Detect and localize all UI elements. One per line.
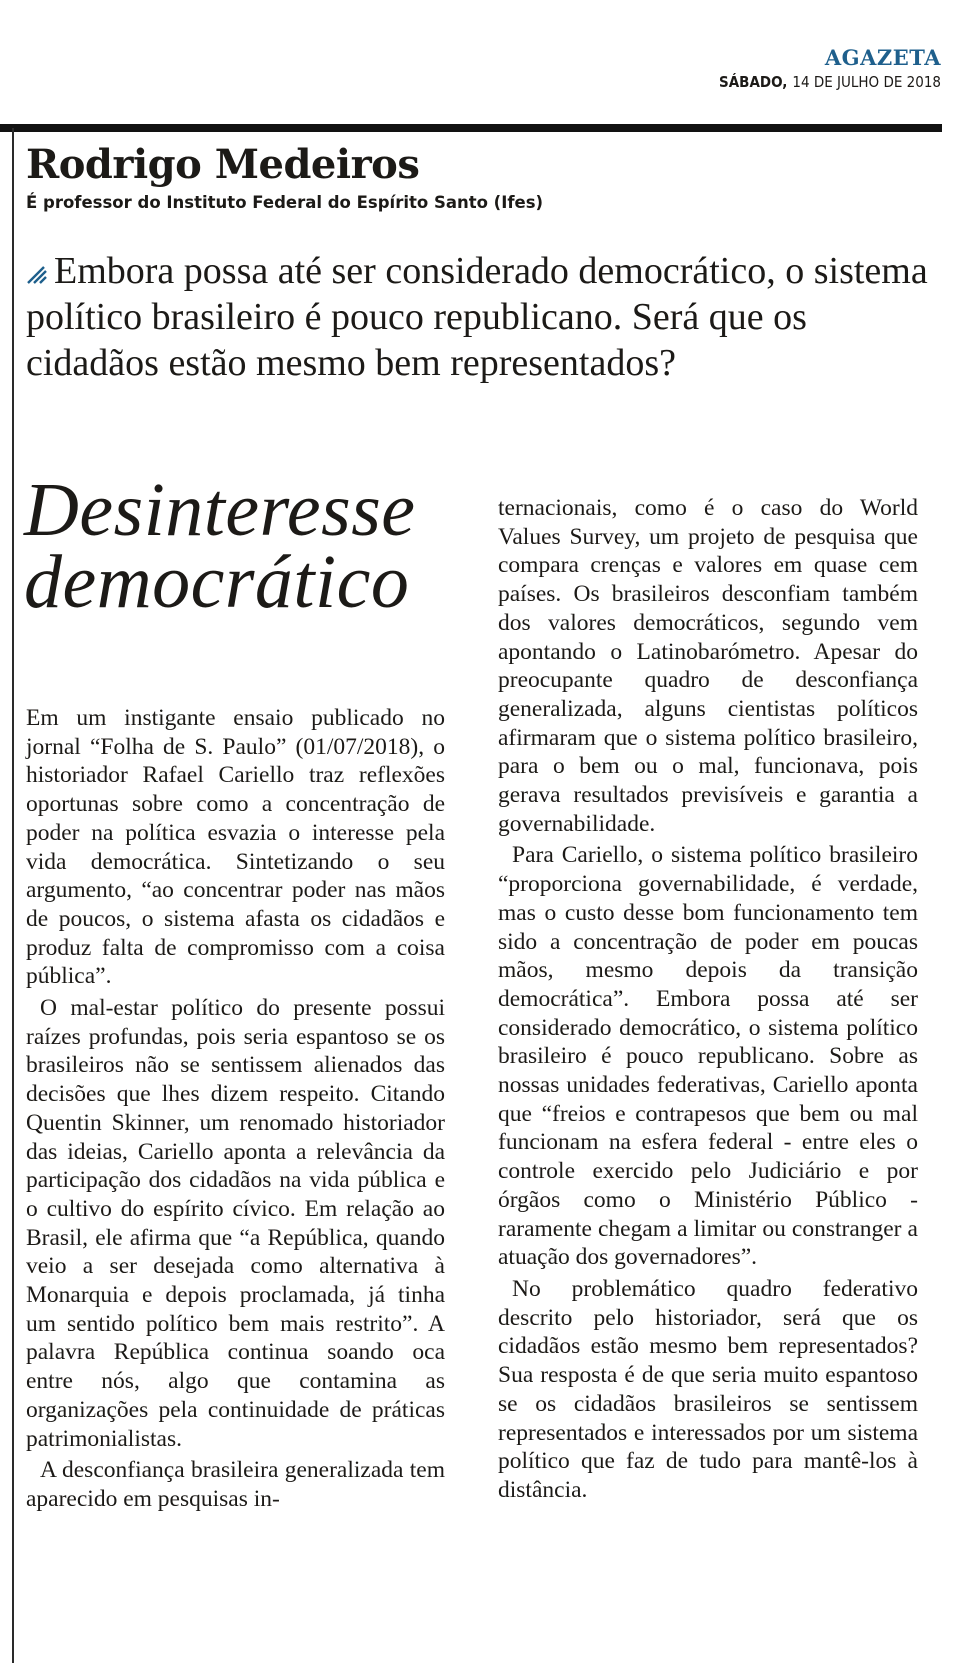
article-column-left: [26, 704, 445, 1514]
author-name: Rodrigo Medeiros: [26, 141, 420, 188]
headline-line-1: Desinteresse: [24, 468, 416, 552]
left-divider: [12, 128, 14, 1663]
pen-nib-icon: [26, 250, 48, 272]
article-paragraph: A desconfiança brasileira generalizada tem aparecido em pesquisas in-: [26, 1457, 445, 1512]
dateline-day: SÁBADO,: [719, 73, 788, 91]
article-headline: [24, 468, 464, 624]
headline-line-2: democrático: [24, 540, 410, 624]
dateline: [719, 72, 941, 92]
article-paragraph: Para Cariello, o sistema político brasileiro “proporciona governabilidade, é verdade, mas o custo desse bom funcionamento tem sido a concentração de poder em poucas mãos, mesmo depois da transição democrática”. Embora possa até ser considerado democrático, o sistema político brasileiro é pouco republicano. Sobre as nossas unidades federativas, Cariello aponta que “freios e contrapesos que bem ou mal funcionam na esfera federal - entre eles o controle exercido pelo Judiciário e por órgãos como o Ministério Público - raramente chegam a limitar ou constranger a atuação dos governadores”.: [498, 842, 918, 1271]
article-paragraph: No problemático quadro federativo descrito pelo historiador, será que os cidadãos estão mesmo bem representados? Sua resposta é de que seria muito espantoso se os cidadãos brasileiros se sentissem representados e interessados por um sistema político que faz de tudo para mantê-los à distância.: [498, 1275, 918, 1503]
pull-quote-text: Embora possa até ser considerado democrático, o sistema político brasileiro é pouco republicano. Será que os cidadãos estão mesmo bem representados?: [26, 250, 928, 384]
author-bio: É professor do Instituto Federal do Espírito Santo (Ifes): [26, 193, 544, 212]
article-column-right: [498, 494, 918, 1505]
article-paragraph: O mal-estar político do presente possui raízes profundas, pois seria espantoso se os brasileiros não se sentissem alienados das decisões que lhes dizem respeito. Citando Quentin Skinner, um renomado historiador das ideias, Cariello aponta a relevância da participação dos cidadãos na vida pública e o cultivo do espírito cívico. Em relação ao Brasil, ele afirma que “a República, quando veio a ser desejada como alternativa à Monarquia e depois proclamada, já tinha um sentido político bem mais restrito”. A palavra República continua soando oca entre nós, algo que contamina as organizações pela continuidade de práticas patrimonialistas.: [26, 995, 445, 1452]
pull-quote: [26, 248, 941, 386]
newspaper-logo: AGAZETA: [824, 45, 941, 70]
top-divider: [0, 124, 942, 132]
masthead: [719, 46, 941, 92]
article-paragraph: Em um instigante ensaio publicado no jornal “Folha de S. Paulo” (01/07/2018), o historiador Rafael Cariello traz reflexões oportunas sobre como a concentração de poder na política esvazia o interesse pela vida democrática. Sintetizando o seu argumento, “ao concentrar poder nas mãos de poucos, o sistema afasta os cidadãos e produz falta de compromisso com a coisa pública”.: [26, 705, 445, 990]
article-paragraph: ternacionais, como é o caso do World Values Survey, um projeto de pesquisa que compara crenças e valores em quase cem países. Os brasileiros desconfiam também dos valores democráticos, segundo vem apontando o Latinobarómetro. Apesar do preocupante quadro de desconfiança generalizada, alguns cientistas políticos afirmaram que o sistema político brasileiro, para o bem ou o mal, funcionava, pois gerava resultados previsíveis e garantia a governabilidade.: [498, 495, 918, 837]
dateline-date: 14 DE JULHO DE 2018: [792, 73, 941, 91]
